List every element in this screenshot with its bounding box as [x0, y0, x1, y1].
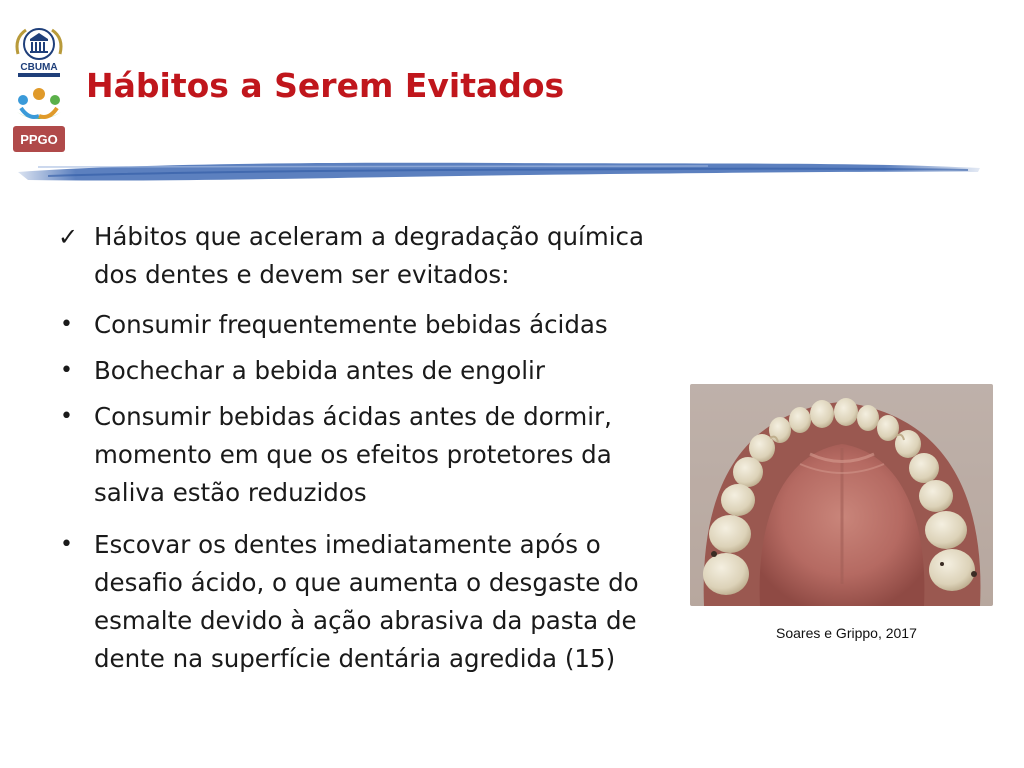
cbuma-logo-text: CBUMA — [20, 62, 58, 73]
brush-divider — [8, 156, 984, 186]
dental-arch-illustration — [690, 384, 993, 606]
list-item-text: Consumir bebidas ácidas antes de dormir, momento em que os efeitos protetores da saliva estão reduzidos — [94, 402, 612, 507]
habit-list — [58, 218, 670, 678]
list-item-check — [58, 218, 670, 294]
list-item-text: Escovar os dentes imediatamente após o desafio ácido, o que aumenta o desgaste do esmalte devido à ação abrasiva da pasta de dente na superfície dentária agredida (15) — [94, 530, 639, 673]
bullet-icon: • — [60, 358, 73, 383]
cbuma-logo — [12, 24, 66, 80]
figure-caption: Soares e Grippo, 2017 — [776, 625, 917, 641]
dental-arch-photo — [690, 384, 993, 606]
list-item — [58, 526, 670, 678]
bullet-icon: • — [60, 532, 73, 557]
list-item-text: Consumir frequentemente bebidas ácidas — [94, 310, 608, 339]
list-item — [58, 398, 670, 512]
list-item-text: Bochechar a bebida antes de engolir — [94, 356, 545, 385]
ppgo-logo-text: PPGO — [20, 132, 58, 147]
bullet-icon: • — [60, 404, 73, 429]
list-item — [58, 306, 670, 344]
bullet-icon: • — [60, 312, 73, 337]
slide-title: Hábitos a Serem Evitados — [86, 66, 565, 105]
ppgo-logo — [9, 86, 69, 156]
list-item-text: Hábitos que aceleram a degradação química dos dentes e devem ser evitados: — [94, 222, 644, 289]
check-icon: ✓ — [58, 223, 79, 251]
list-item — [58, 352, 670, 390]
